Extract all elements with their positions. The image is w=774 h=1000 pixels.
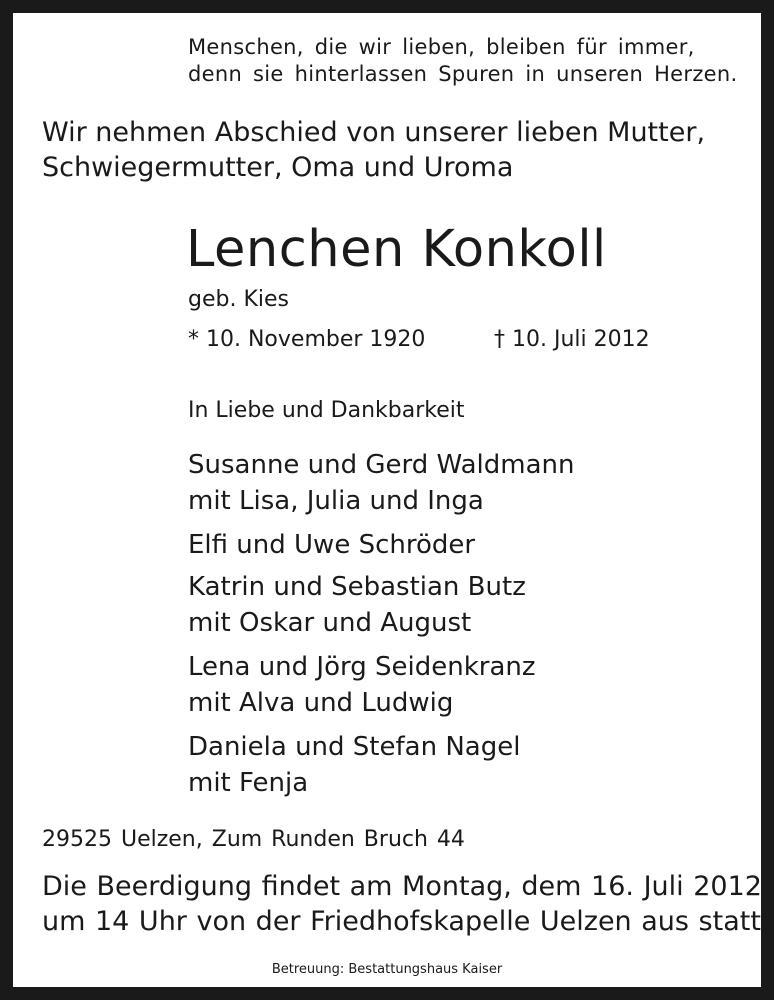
death-date: † 10. Juli 2012: [494, 327, 650, 352]
funeral-line-1: Die Beerdigung findet am Montag, dem 16. Juli 2012,: [42, 871, 771, 902]
mourner-line: Susanne und Gerd Waldmann: [188, 450, 575, 480]
mourner-line: Daniela und Stefan Nagel: [188, 732, 521, 762]
intro-line-2: Schwiegermutter, Oma und Uroma: [42, 152, 514, 183]
birth-date: * 10. November 1920: [188, 327, 426, 352]
intro-line-1: Wir nehmen Abschied von unserer lieben Mutter,: [42, 117, 706, 148]
mourner-line: Lena und Jörg Seidenkranz: [188, 652, 536, 682]
mourner-line: mit Alva und Ludwig: [188, 688, 454, 718]
deceased-name: Lenchen Konkoll: [186, 220, 607, 279]
credit-line: Betreuung: Bestattungshaus Kaiser: [271, 962, 503, 977]
closing-phrase: In Liebe und Dankbarkeit: [188, 398, 465, 423]
mourner-line: Elfi und Uwe Schröder: [188, 530, 476, 560]
mourner-line: mit Lisa, Julia und Inga: [188, 486, 484, 516]
funeral-line-2: um 14 Uhr von der Friedhofskapelle Uelzen aus statt.: [42, 906, 770, 937]
motto-line-1: Menschen, die wir lieben, bleiben für immer,: [188, 35, 695, 59]
motto-line-2: denn sie hinterlassen Spuren in unseren Herzen.: [188, 62, 738, 86]
mourner-line: mit Fenja: [188, 768, 309, 798]
mourner-line: mit Oskar und August: [188, 608, 472, 638]
mourner-line: Katrin und Sebastian Butz: [188, 572, 526, 602]
maiden-name: geb. Kies: [188, 287, 289, 312]
address: 29525 Uelzen, Zum Runden Bruch 44: [42, 827, 465, 852]
